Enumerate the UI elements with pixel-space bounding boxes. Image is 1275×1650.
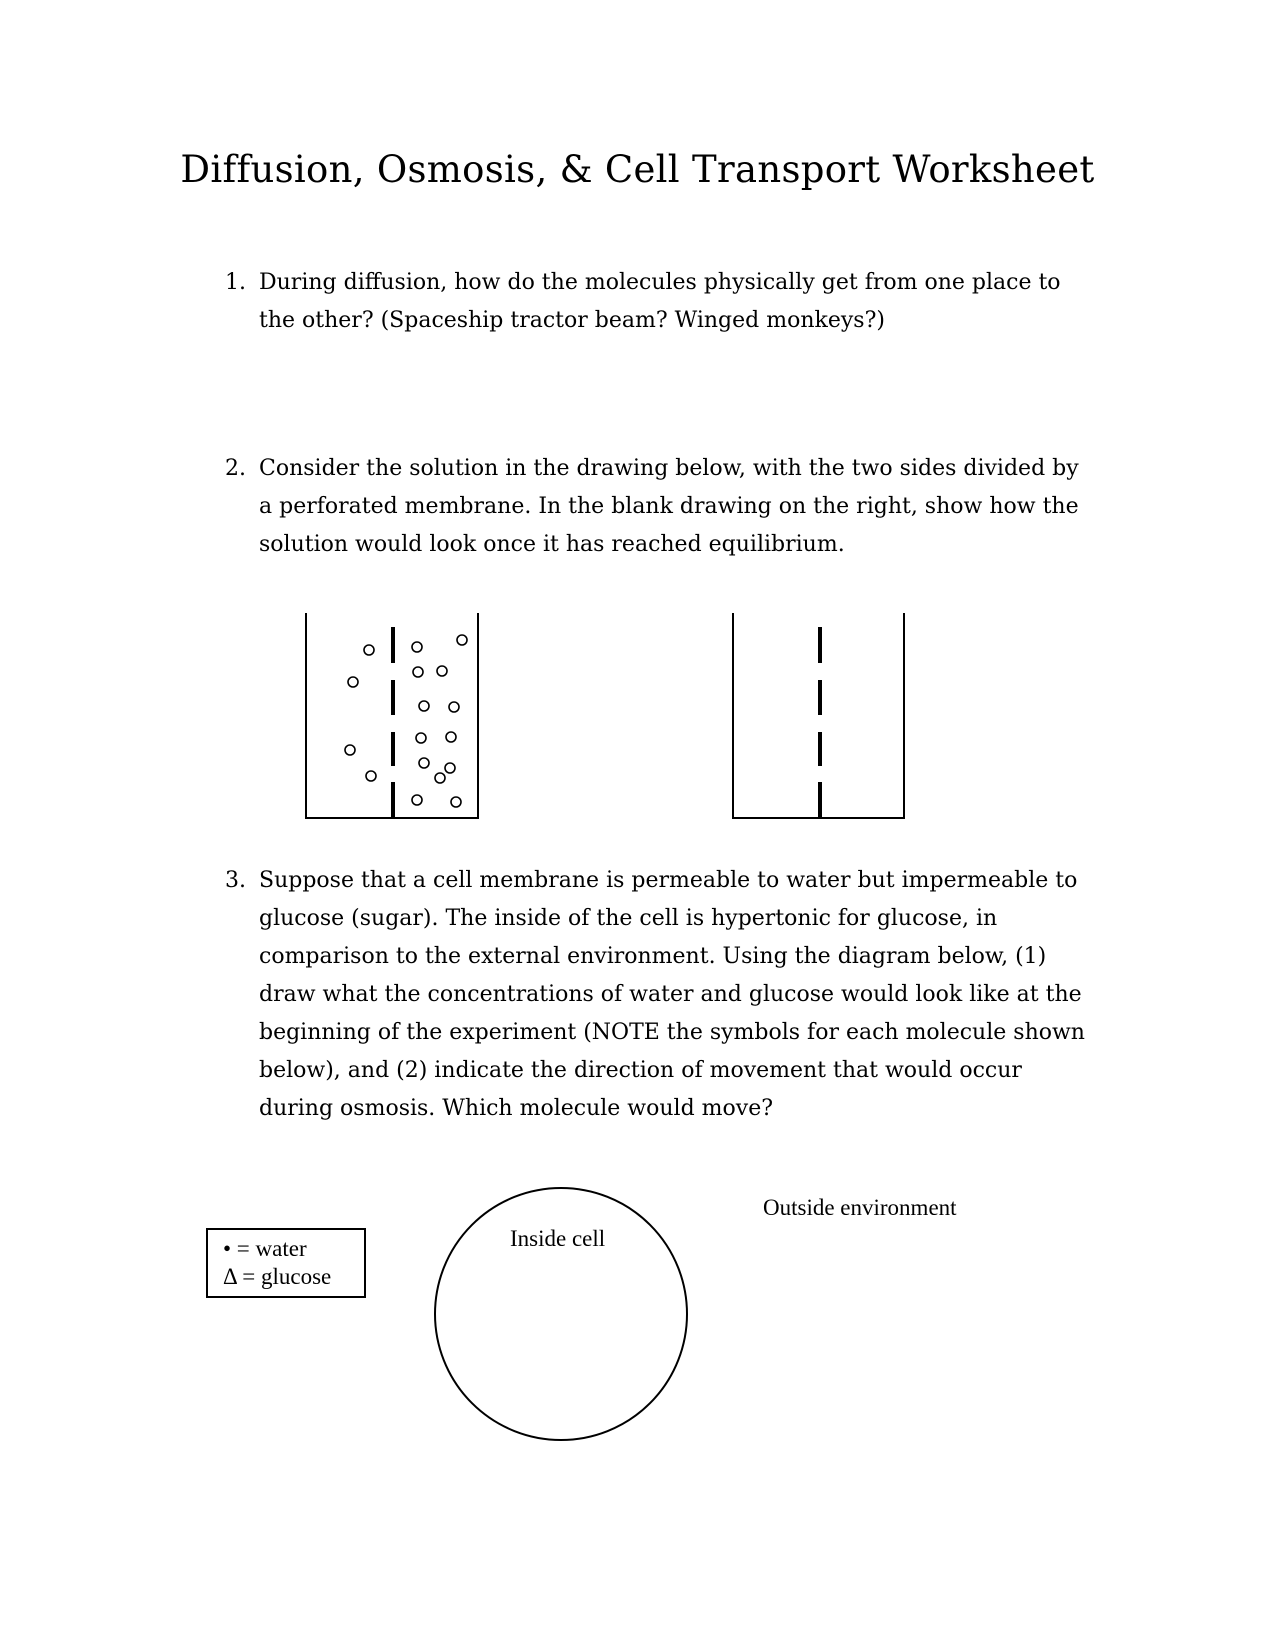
molecule	[449, 702, 459, 712]
solution-beaker	[306, 613, 478, 818]
legend-water: • = water	[223, 1236, 307, 1261]
question-number: 1.	[225, 270, 246, 295]
inside-cell-label: Inside cell	[510, 1226, 606, 1251]
question-text: During diffusion, how do the molecules physically get from one place to the other? (Spaceship tractor beam? Winged monkeys?)	[259, 270, 1061, 333]
outside-environment-label: Outside environment	[763, 1195, 957, 1220]
question-number: 2.	[225, 456, 246, 481]
molecule	[413, 667, 423, 677]
molecule	[348, 677, 358, 687]
molecule	[345, 745, 355, 755]
blank-beaker	[733, 613, 904, 818]
molecule	[412, 795, 422, 805]
molecule	[437, 666, 447, 676]
symbol-legend	[206, 1228, 366, 1298]
legend-glucose: Δ = glucose	[223, 1264, 332, 1289]
solute-molecules	[345, 635, 467, 807]
molecule	[419, 701, 429, 711]
question-number: 3.	[225, 868, 246, 893]
molecule	[416, 733, 426, 743]
molecule	[451, 797, 461, 807]
question-text: Suppose that a cell membrane is permeable to water but impermeable to glucose (sugar). The inside of the cell is hypertonic for glucose, in comparison to the external environment. Using the diagram below, (1) draw what the concentrations of water and glucose would look like at the beginning of the experiment (NOTE the symbols for each molecule shown below), and (2) indicate the direction of movement that would occur during osmosis. Which molecule would move?	[259, 868, 1085, 1121]
molecule	[445, 763, 455, 773]
molecule	[366, 771, 376, 781]
page-title: Diffusion, Osmosis, & Cell Transport Worksheet	[180, 148, 1095, 191]
molecule	[412, 642, 422, 652]
molecule	[435, 773, 445, 783]
molecule	[457, 635, 467, 645]
question-text: Consider the solution in the drawing below, with the two sides divided by a perforated membrane. In the blank drawing on the right, show how the solution would look once it has reached equilibrium.	[259, 456, 1079, 557]
molecule	[419, 758, 429, 768]
molecule	[364, 645, 374, 655]
molecule	[446, 732, 456, 742]
